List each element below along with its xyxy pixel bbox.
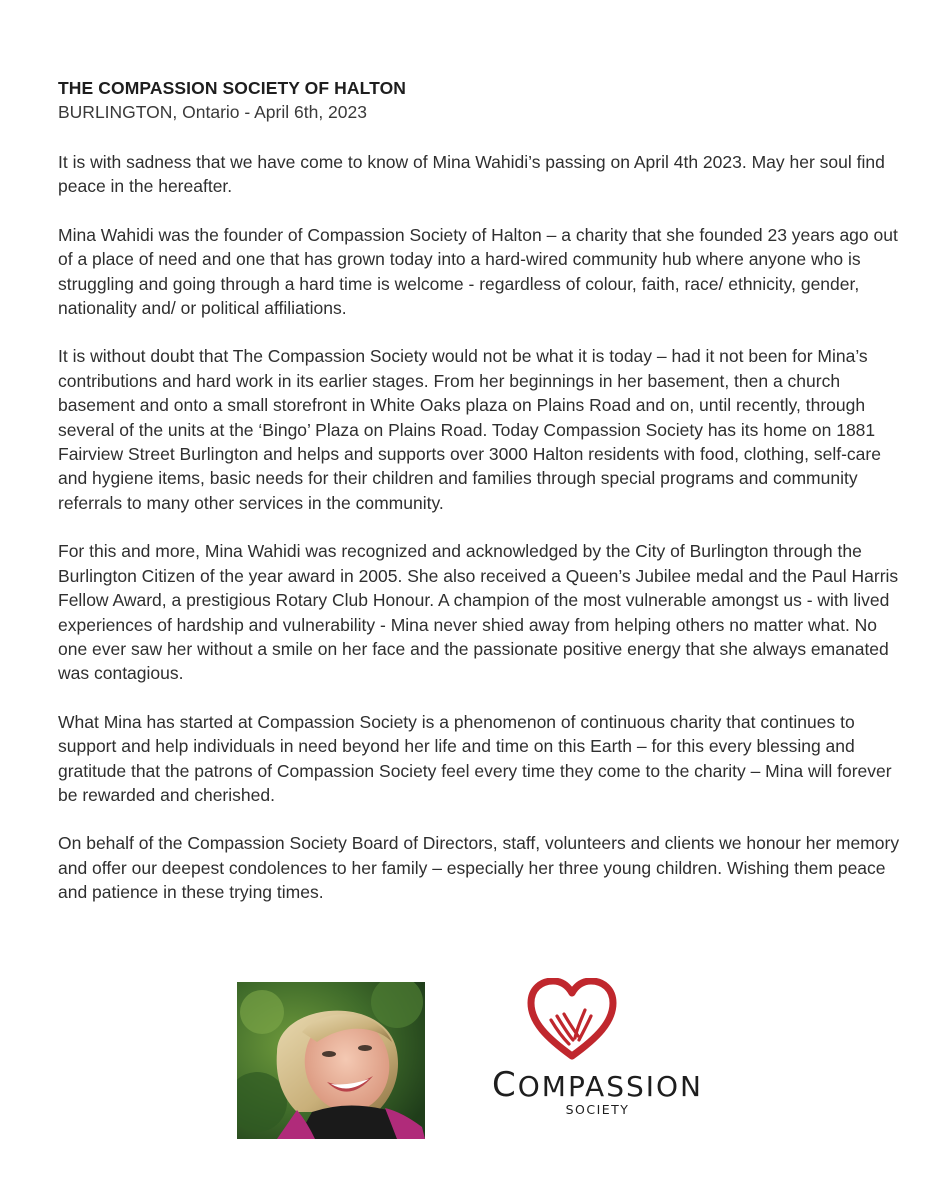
paragraph: Mina Wahidi was the founder of Compassion Society of Halton – a charity that she founded 23 years ago out of a place of need and one that has grown today into a hard-wired community hub where anyone who is struggling and going through a hard time is welcome - regardless of colour, faith, race/ ethnicity, gender, nationality and/ or political affiliations. [58, 224, 898, 319]
logo-initial: C [492, 1065, 518, 1105]
paragraph: On behalf of the Compassion Society Board of Directors, staff, volunteers and clients we honour her memory and offer our deepest condolences to her family – especially her three young children. Wishing them peace and patience in these trying times. [58, 833, 900, 903]
paragraph: It is without doubt that The Compassion Society would not be what it is today – had it not been for Mina’s contributions and hard work in its earlier stages. From her beginnings in her basement, then a church basement and onto a small storefront in White Oaks plaza on Plains Road and on, until recently, through several of the units at the ‘Bingo’ Plaza on Plains Road. Today Compassion Society has its home on 1881 Fairview Street Burlington and helps and supports over 3000 Halton residents with food, clothing, self-care and hygiene items, basic needs for their children and families through special programs and community referrals to many other services in the community. [58, 346, 881, 513]
logo-subtitle: SOCIETY [565, 1102, 630, 1117]
portrait-illustration [237, 982, 425, 1139]
dateline: BURLINGTON, Ontario - April 6th, 2023 [58, 102, 367, 122]
logo-wordmark [470, 1065, 725, 1105]
portrait-photo [237, 982, 425, 1139]
heart-hands-icon [527, 978, 617, 1060]
paragraph: For this and more, Mina Wahidi was recognized and acknowledged by the City of Burlington through the Burlington Citizen of the year award in 2005. She also received a Queen’s Jubilee medal and the Paul Harris Fellow Award, a prestigious Rotary Club Honour. A champion of the most vulnerable amongst us - with lived experiences of hardship and vulnerability - Mina never shied away from helping others no matter what. No one ever saw her without a smile on her face and the passionate positive energy that she always emanated was contagious. [58, 541, 899, 684]
paragraph: What Mina has started at Compassion Society is a phenomenon of continuous charity that continues to support and help individuals in need beyond her life and time on this Earth – for this every blessing and gratitude that the patrons of Compassion Society feel every time they come to the charity – Mina will forever be rewarded and cherished. [58, 711, 892, 805]
paragraph: It is with sadness that we have come to know of Mina Wahidi’s passing on April 4th 2023. May her soul find peace in the hereafter. [58, 152, 885, 197]
compassion-society-logo [470, 978, 725, 1128]
logo-name-rest: OMPASSION [517, 1070, 703, 1103]
press-release [58, 76, 903, 929]
page-title: THE COMPASSION SOCIETY OF HALTON [58, 78, 407, 98]
